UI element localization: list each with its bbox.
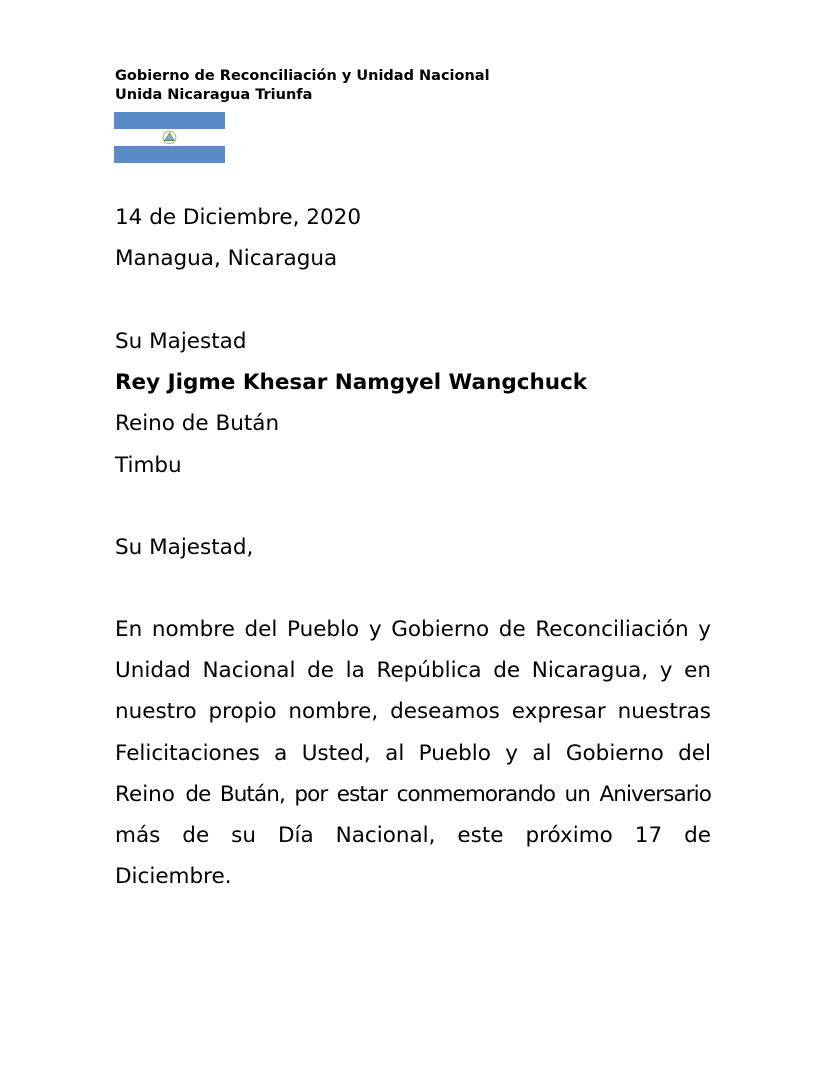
letter-body-part-1: En nombre del Pueblo y Gobierno de Reconciliación y Unidad Nacional de la República de Nicaragua, y en nuestro propio nombre, deseamos expresar nuestras Felicitaciones a Usted, al Pueblo y al Gobierno del Reino (115, 617, 711, 807)
recipient-city: Timbu (115, 452, 182, 478)
letterhead (115, 67, 490, 105)
flag-bottom-stripe (114, 146, 225, 163)
letter-body-part-3: más de su Día Nacional, este próximo 17 de Diciembre. (115, 823, 711, 890)
recipient-name: Rey Jigme Khesar Namgyel Wangchuck (115, 370, 588, 396)
letter-body-part-2: de Bután, por estar conmemorando un Aniversario (185, 781, 711, 807)
recipient-honorific: Su Majestad (115, 329, 247, 354)
flag-top-stripe (114, 112, 225, 129)
letter-place: Managua, Nicaragua (115, 246, 338, 272)
letter-body (115, 609, 711, 897)
letter-date: 14 de Diciembre, 2020 (115, 205, 362, 230)
nicaragua-flag-icon (114, 112, 225, 163)
letterhead-slogan-line: Unida Nicaragua Triunfa (115, 87, 313, 103)
date-place-block (115, 197, 361, 279)
salutation: Su Majestad, (115, 535, 254, 560)
recipient-kingdom: Reino de Bután (115, 411, 280, 437)
recipient-block (115, 321, 587, 486)
letterhead-government-line: Gobierno de Reconciliación y Unidad Nacional (115, 68, 490, 84)
